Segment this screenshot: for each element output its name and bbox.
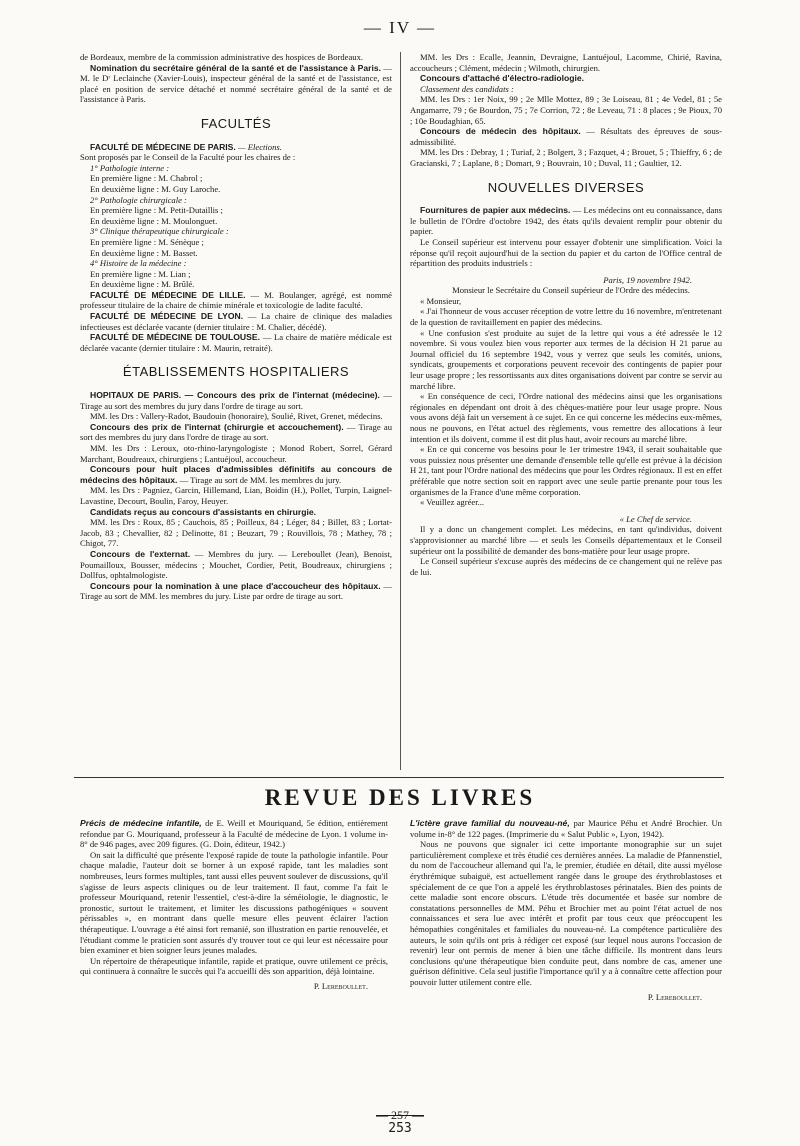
papier-text: — Les médecins ont eu connaissance, dans le bulletin de l'Ordre d'octobre 1942, des états qu'ils devaient remplir pour obtenir du papier. [410,205,722,237]
left-column-top [80,52,392,602]
nomination-lead: Nomination du secrétaire général de la santé et de l'assistance à Paris. [90,62,382,73]
facultes-heading: FACULTÉS [200,115,272,131]
review-signature: P. Lereboullet. [647,991,702,1002]
hop-internat-jury: MM. les Drs : Vallery-Radot, Baudouin (honoraire), Soulié, Rivet, Grenet, médecins. [90,411,383,422]
footer-page-number [0,1108,800,1136]
accouch-lead: Concours pour la nomination à une place d'accoucheur des hôpitaux. [90,580,381,591]
printed-page-number: — 257 — [376,1108,424,1122]
review-paragraph: Nous ne pouvons que signaler ici cette importante monographie sur un sujet particulièrement complexe et très étudié ces dernières années. La maladie de Pfannenstiel, du nom de l'accoucheur allemand qui l'a, le premier, étudiée en détail, dite aussi myélose érythrémique subaiguë, est actuellement rangée dans le groupe des érythroblastoses et spécialement de ce que l'on a appelé les érythroblastoses périnatales. Bien des points de cette maladie sont encore obscurs. L'étude très documentée et basée sur nombre de constatations personnelles de MM. Péhu et Brochier met au point l'état actuel de nos connaissances et sera lue avec intérêt et profit par tous ceux que préoccupent les hémopathies congénitales et familiales du nouveau-né. La compétence particulière des auteurs, le soin qu'ils ont pris à rédiger cet exposé (sur lequel nous aurons l'occasion de revenir) leur ont permis de mener à bien une tâche difficile. Ils montrent dans leurs conclusions qu'une thérapeutique bien conduite peut, dans nombre de cas, amener une guérison définitive. Cela seul justifie l'importance qu'il y a à connaître cette affection pour pouvoir lutter utilement contre elle. [410,839,722,987]
fac-paris-item: En deuxième ligne : M. Brûlé. [90,279,195,290]
fac-toulouse-text: — La chaire de matière médicale est déclarée vacante (dernier titulaire : M. Maurin, retraité). [80,332,393,353]
review-paragraph: Un répertoire de thérapeutique infantile, rapide et pratique, ouvre utilement ce précis, qui continuera à connaître le succès qui l'a accueilli dès son apparition, déjà lointaine. [80,955,388,977]
nouvelles-heading: NOUVELLES DIVERSES [487,179,645,195]
handwritten-page-number: 253 [388,1121,412,1136]
fac-paris-item: 4° Histoire de la médecine : [90,258,187,269]
fac-paris-item: En première ligne : M. Petit-Dutaillis ; [90,205,223,216]
fac-toulouse-paragraph [80,332,392,353]
chir-paragraph [80,422,392,443]
fac-lyon-paragraph [80,311,392,332]
hop-internat-paragraph [80,390,392,411]
chir-lead: Concours des prix de l'internat (chirurgie et accouchement). [90,421,344,432]
conseil-text: Le Conseil supérieur est intervenu pour essayer d'obtenir une simplification. Voici la réponse qu'il reçoit aujourd'hui de la section du papier et du carton de l'Office central de répartition des produits industriels : [410,236,722,269]
book-reference: de E. Weill et Mouriquand, 5e édition, entièrement refondue par G. Mouriquand, professeur à la Faculté de médecine de Lyon. 1 volume in-8° de 946 pages, avec 209 figures. (G. Doin, éditeur, 1942.) [80,818,388,850]
etablissements-heading: ÉTABLISSEMENTS HOSPITALIERS [122,364,350,380]
intro-text: de Bordeaux, membre de la commission administrative des hospices de Bordeaux. [80,52,364,62]
revue-left-column [80,818,388,992]
papier-paragraph [410,205,722,237]
after-paragraph: Il y a donc un changement complet. Les médecins, en tant qu'individus, doivent s'approvisionner au marché libre — et seuls les Conseils départementaux et le Conseil supérieur ont la possibilité de demander des bons-matière pour leur usage propre. [410,524,722,556]
papier-lead: Fournitures de papier aux médecins. [420,205,571,216]
electro-text: MM. les Drs : 1er Noix, 99 ; 2e Mlle Mottez, 89 ; 3e Loiseau, 81 ; 4e Vedel, 81 ; 5e Angamarre, 79 ; 6e Bourdon, 75 ; 7e Corrion, 72 ; 8e Leveau, 71 : 8 places ; 9e Pioux, 70 ; 10e Boudaghian, 65. [410,94,722,126]
letter-salutation: « Monsieur, [420,295,462,306]
fac-paris-text: Sont proposés par le Conseil de la Faculté pour les chaires de : [80,152,296,163]
nomination-text: — M. le Dʳ Leclainche (Xavier-Louis), inspecteur général de la santé et de l'assistance, est placé en position de service détaché et nommé secrétaire général de la santé et de l'assistance à Paris. [80,62,392,105]
letter-signature: « Le Chef de service. [619,513,692,524]
page-number-header: — IV — [363,18,437,37]
book-title: Précis de médecine infantile, [80,818,202,828]
letter-paragraph: « En conséquence de ceci, l'Ordre national des médecins ainsi que les organisations régionales en dépendant ont droit à des chèques-matière pour leur usage propre. Nous vous avons déjà fait un versement à ce sujet. En ce qui concerne les médecins eux-mêmes, nous ne pouvons, en l'état actuel des règlements, vous remettre des allocations à leur intention et ils doivent, comme il est dit plus haut, avoir recours au marché libre. [410,391,722,444]
huit-paragraph [80,464,392,485]
column-divider [400,52,401,770]
letter-paragraph: « En ce qui concerne vos besoins pour le 1er trimestre 1943, il serait souhaitable que vous puissiez nous présenter une demande d'ensemble telle qu'elle est prévue à la décision H 21, tant pour l'Ordre national des médecins que pour les Ordres régionaux. Il est en effet préférable que notre section soit en rapport avec une seule partie prenante pour tous les organismes de la France d'une même corporation. [410,444,722,497]
medecin-lead: Concours de médecin des hôpitaux. [420,126,581,137]
fac-paris-item: En première ligne : M. Chabrol ; [90,173,203,184]
recus-text: MM. les Drs : Roux, 85 ; Cauchois, 85 ; Poilleux, 84 ; Léger, 84 ; Billet, 83 ; Lortat-Jacob, 83 ; Chevallier, 82 ; Delinotte, 81 ; Beuzart, 79 ; Rouvillois, 78 ; Mathey, 78 ; Chigot, 77. [80,517,392,549]
fac-paris-paragraph [80,142,392,153]
hop-lead: HOPITAUX DE PARIS. [90,390,182,401]
fac-lille-lead: FACULTÉ DE MÉDECINE DE LILLE. [90,289,246,300]
right-column-top [410,52,722,577]
revue-right-column [410,818,722,1002]
book-review-heading [410,818,722,839]
section-divider [74,777,724,778]
externat-text: — Membres du jury. — Lereboullet (Jean), Benoist, Poumailloux, Bousser, médecins ; Mouchet, Cordier, Petit, Boudreaux, chirurgiens ; Dollfus, ophtalmologiste. [80,548,392,581]
letter-date: Paris, 19 novembre 1942. [603,274,692,285]
letter-paragraph: « Une confusion s'est produite au sujet de la lettre qui vous a été adressée le 12 novembre. Si vous voulez bien vous reporter aux termes de la décision H 21 parue au Journal officiel du 16 septembre 1942, vous y verrez que seuls les comités, unions, syndicats, groupements et corporations peuvent recevoir des contingents de papier pour leur usage propre ; les ressortissants aux dites organisations doivent par contre se servir au marché libre. [410,327,722,391]
externat-paragraph [80,549,392,581]
letter-addressee: Monsieur le Secrétaire du Conseil supérieur de l'Ordre des médecins. [452,285,690,296]
review-paragraph: On sait la difficulté que présente l'exposé rapide de toute la pathologie infantile. Pour chaque maladie, l'auteur doit se borner à un exposé rapide, tant les maladies sont nombreuses, leurs formes multiples, tant aussi elles peuvent soulever de discussions, qu'il s'agisse de leurs aspects cliniques ou de leur traitement. Il faut, comme l'a fait le professeur Mouriquand, retenir l'essentiel, c'est-à-dire la séméiologie, le diagnostic, le pronostic, surtout le traitement, et limiter les discussions pathogéniques « souvent périssables », en montrant dans quelle mesure elles peuvent éclairer l'action thérapeutique. L'ouvrage a été ainsi fort remanié, son illustration en partie renouvelée, et l'étudiant comme le praticien sont assurés d'y trouver tout ce qui leur est nécessaire pour bien examiner et bien soigner leurs jeunes malades. [80,849,389,956]
electro-class: Classement des candidats : [420,83,514,94]
fac-toulouse-lead: FACULTÉ DE MÉDECINE DE TOULOUSE. [90,332,260,343]
accouch-text: — Tirage au sort de MM. les membres du jury. Liste par ordre de tirage au sort. [80,580,392,602]
fac-paris-item: En première ligne : M. Sénèque ; [90,236,204,247]
book-reference: par Maurice Péhu et André Brochier. Un volume in-8° de 122 pages. (Imprimerie du « Salut Public », Lyon, 1942). [410,818,722,839]
fac-lyon-text: — La chaire de clinique des maladies infectieuses est déclarée vacante (dernier titulaire : M. Chalier, décédé). [80,311,392,332]
electro-heading: Concours d'attaché d'électro-radiologie. [420,73,585,84]
revue-des-livres-title: REVUE DES LIVRES [264,785,536,810]
fac-paris-item: 3° Clinique thérapeutique chirurgicale : [90,226,229,237]
letter-paragraph: « J'ai l'honneur de vous accuser réception de votre lettre du 16 novembre, m'entretenant de la question de ravitaillement en papier des médecins. [410,306,722,328]
chir-jury: MM. les Drs : Leroux, oto-rhino-laryngologiste ; Monod Robert, Sorrel, Gérard Marchant, Boudreaux, chirurgiens ; Lantuéjoul, accoucheur. [80,443,392,464]
fac-paris-elections: — Elections. [237,141,282,152]
fac-paris-item: En deuxième ligne : M. Guy Laroche. [90,183,221,194]
huit-text: — Tirage au sort de MM. les membres du jury. [179,474,342,485]
medecin-list: MM. les Drs : Debray, 1 ; Turiaf, 2 ; Bolgert, 3 ; Fazquet, 4 ; Brouet, 5 ; Thieffry, 6 ; de Gracianski, 7 ; Laplane, 8 ; Domart, 9 ; Bouvrain, 10 ; Duval, 11 ; Gaultier, 12. [410,147,722,168]
accouch-paragraph [80,581,392,602]
letter-closing: « Veuillez agréer... [420,497,485,508]
fac-paris-lead: FACULTÉ DE MÉDECINE DE PARIS. [90,141,236,152]
fac-paris-item: En deuxième ligne : M. Moulonguet. [90,215,218,226]
fac-lyon-lead: FACULTÉ DE MÉDECINE DE LYON. [90,311,244,322]
fac-paris-item: 1° Pathologie interne : [90,162,170,173]
huit-jury: MM. les Drs : Pagniez, Garcin, Hillemand, Lian, Boidin (H.), Pollet, Turpin, Laignel-Lavastine, Decourt, Boulin, Faroy, Heuyer. [80,485,392,506]
book-title: L'ictère grave familial du nouveau-né, [410,818,570,828]
medecin-paragraph [410,126,722,147]
hop-internat-lead: — Concours des prix de l'internat (médecine). [184,390,380,401]
accouch-jury: MM. les Drs : Ecalle, Jeannin, Devraigne, Lantuéjoul, Lacomme, Chirié, Ravina, accoucheurs ; Clément, médecin ; Wilmoth, chirurgien. [410,52,722,73]
chir-text: — Tirage au sort des membres du jury dans l'ordre de tirage au sort. [80,421,392,443]
fac-paris-item: En deuxième ligne : M. Basset. [90,247,198,258]
review-signature: P. Lereboullet. [313,980,368,991]
externat-lead: Concours de l'externat. [90,548,191,559]
fac-lille-text: — M. Boulanger, agrégé, est nommé professeur titulaire de la chaire de chimie minérale et toxicologie de ladite faculté. [80,289,392,311]
medecin-text: — Résultats des épreuves de sous-admissibilité. [410,126,722,147]
book-review-heading [80,818,388,850]
fac-paris-item: En première ligne : M. Lian ; [90,268,191,279]
nomination-paragraph [80,63,392,105]
recus-heading: Candidats reçus au concours d'assistants en chirurgie. [90,506,317,517]
huit-lead: Concours pour huit places d'admissibles définitifs au concours de médecins des hôpitaux. [80,464,392,485]
hop-internat-text: — Tirage au sort des membres du jury dans l'ordre de tirage au sort. [80,390,393,411]
after-paragraph: Le Conseil supérieur s'excuse auprès des médecins de ce changement qui ne relève pas de lui. [410,556,722,577]
fac-paris-item: 2° Pathologie chirurgicale : [90,194,187,205]
fac-lille-paragraph [80,290,392,311]
